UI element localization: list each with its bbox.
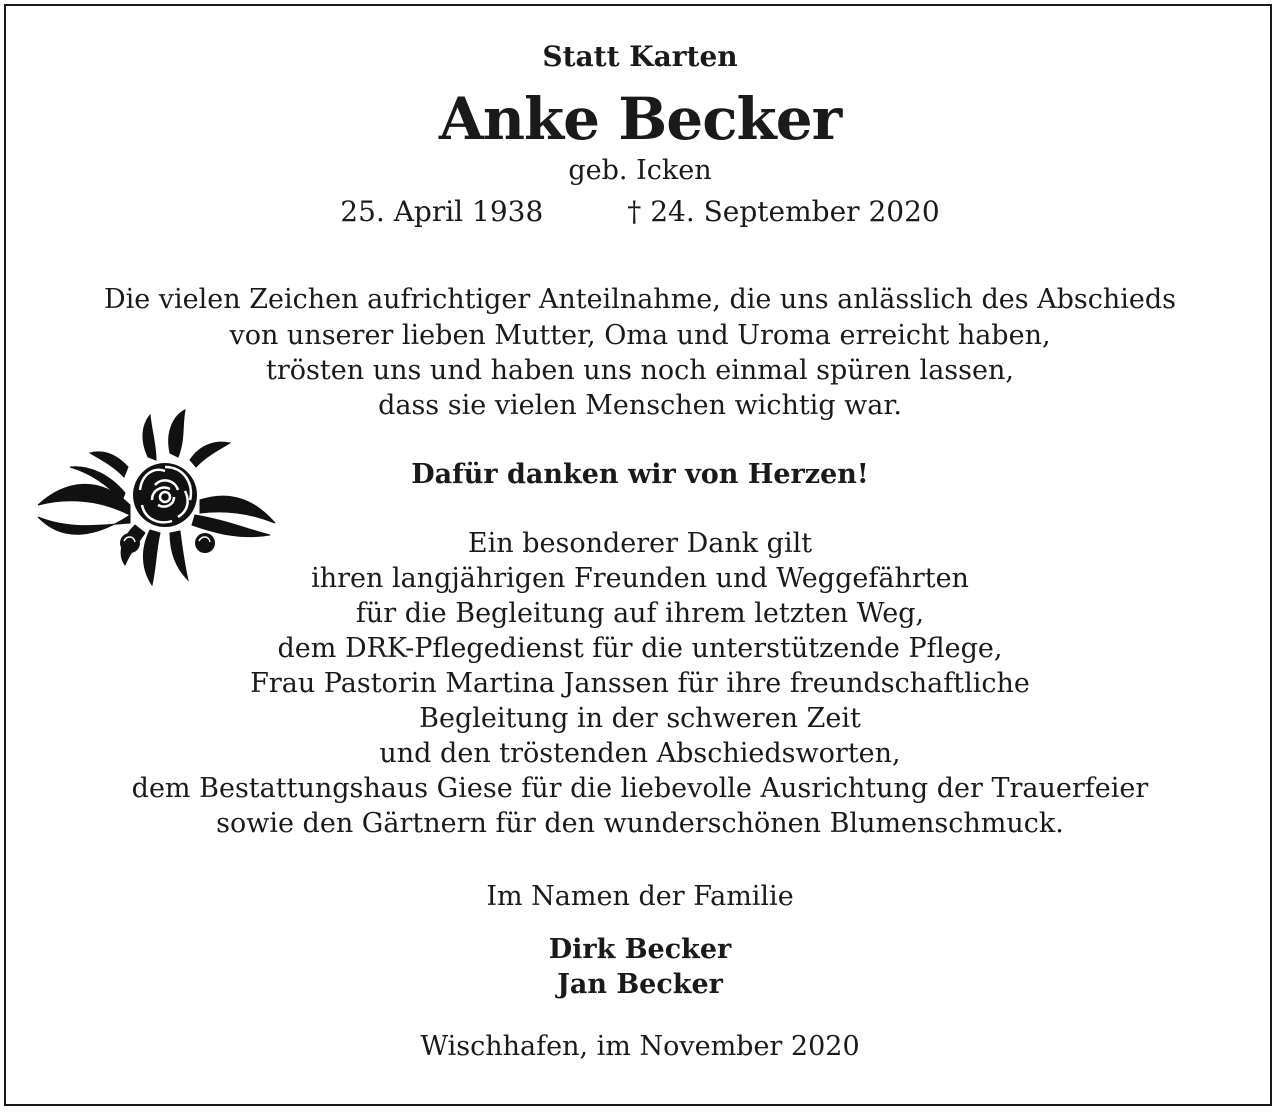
special-thanks-line: und den tröstenden Abschiedsworten, — [379, 738, 901, 769]
life-dates — [0, 197, 1280, 228]
message-line: von unserer lieben Mutter, Oma und Uroma erreicht haben, — [229, 320, 1051, 351]
signatory-name: Jan Becker — [557, 969, 723, 1000]
message-line: dass sie vielen Menschen wichtig war. — [378, 390, 902, 421]
special-thanks-line: dem Bestattungshaus Giese für die liebevolle Ausrichtung der Trauerfeier — [131, 773, 1149, 804]
notice-heading: Statt Karten — [542, 40, 738, 73]
rose-icon — [30, 405, 280, 595]
special-thanks-line: Begleitung in der schweren Zeit — [419, 703, 861, 734]
special-thanks-line: dem DRK-Pflegedienst für die unterstützende Pflege, — [277, 633, 1003, 664]
special-thanks-line: sowie den Gärtnern für den wunderschönen Blumenschmuck. — [216, 808, 1064, 839]
special-thanks-line: Ein besonderer Dank gilt — [467, 528, 813, 559]
special-thanks-line: für die Begleitung auf ihrem letzten Weg, — [355, 598, 925, 629]
special-thanks-line: Frau Pastorin Martina Janssen für ihre freundschaftliche — [250, 668, 1030, 699]
family-intro: Im Namen der Familie — [486, 881, 794, 912]
maiden-name: geb. Icken — [568, 155, 712, 186]
place-date: Wischhafen, im November 2020 — [420, 1031, 860, 1062]
death-date: † 24. September 2020 — [627, 195, 940, 228]
birth-date: 25. April 1938 — [340, 195, 544, 228]
message-line: Die vielen Zeichen aufrichtiger Anteilnahme, die uns anlässlich des Abschieds — [103, 284, 1177, 315]
thanks-line: Dafür danken wir von Herzen! — [411, 459, 869, 490]
message-line: trösten uns und haben uns noch einmal spüren lassen, — [266, 355, 1014, 386]
special-thanks-line: ihren langjährigen Freunden und Weggefährten — [311, 563, 969, 594]
signatory-name: Dirk Becker — [548, 934, 732, 965]
deceased-name: Anke Becker — [438, 85, 842, 153]
